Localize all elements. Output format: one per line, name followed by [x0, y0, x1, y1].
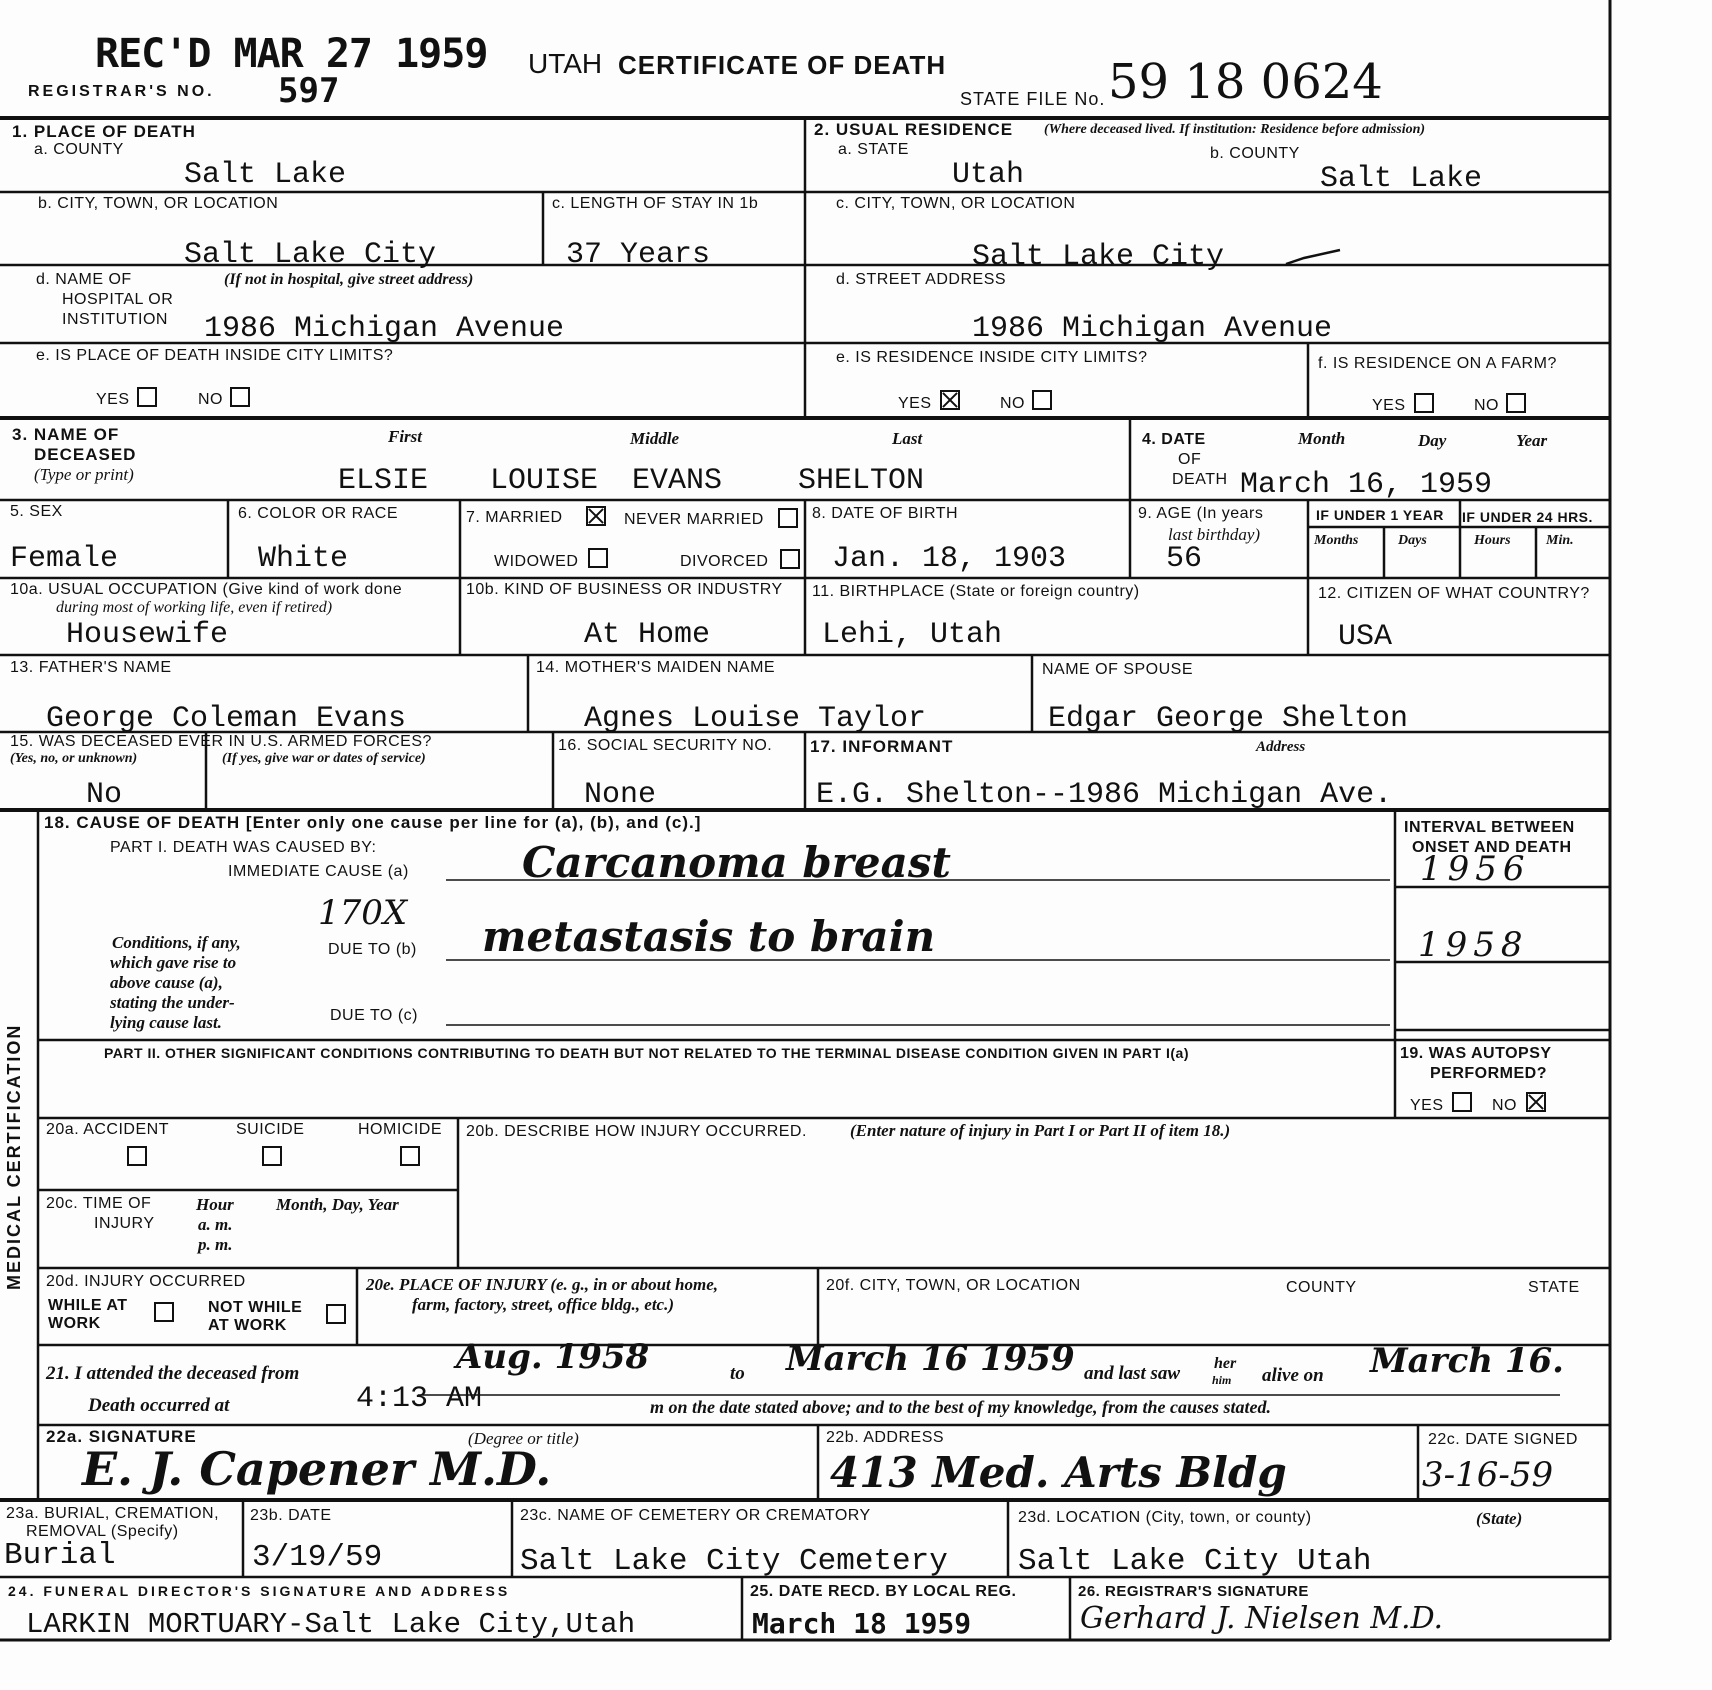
suicide-label: SUICIDE: [236, 1121, 305, 1138]
widowed-label: WIDOWED: [494, 553, 579, 570]
date-of-birth-value: Jan. 18, 1903: [832, 542, 1067, 576]
local-reg-date-label: 25. DATE RECD. BY LOCAL REG.: [750, 1583, 1017, 1600]
residence-inside-yes-label: YES: [898, 395, 932, 412]
age-label-2: last birthday): [1168, 525, 1261, 544]
date-signed-value: 3-16-59: [1422, 1455, 1554, 1495]
month-day-year-label: Month, Day, Year: [276, 1195, 399, 1214]
business-label: 10b. KIND OF BUSINESS OR INDUSTRY: [466, 581, 783, 598]
cemetery-label: 23c. NAME OF CEMETERY OR CREMATORY: [520, 1507, 871, 1524]
cause-of-death-label: 18. CAUSE OF DEATH [Enter only one cause per line for (a), (b), and (c).]: [44, 813, 702, 832]
alive-on-label: alive on: [1262, 1365, 1324, 1386]
residence-state-label: a. STATE: [838, 141, 909, 158]
conditions-line-5: lying cause last.: [110, 1013, 222, 1032]
autopsy-no-checkbox[interactable]: [1526, 1092, 1546, 1112]
divorced-checkbox[interactable]: [780, 549, 800, 569]
time-of-injury-label-1: 20c. TIME OF: [46, 1195, 152, 1212]
divorced-label: DIVORCED: [680, 553, 769, 570]
last-saw-label: and last saw: [1084, 1363, 1181, 1384]
injury-state-label: STATE: [1528, 1279, 1580, 1296]
death-inside-no-checkbox[interactable]: [230, 387, 250, 407]
farm-no-label: NO: [1474, 397, 1499, 414]
citizen-label: 12. CITIZEN OF WHAT COUNTRY?: [1318, 585, 1590, 602]
time-of-death-value: 4:13 AM: [356, 1382, 483, 1416]
immediate-cause-label: IMMEDIATE CAUSE (a): [228, 863, 409, 880]
autopsy-no-label: NO: [1492, 1097, 1517, 1114]
date-of-death-label-3: DEATH: [1172, 471, 1228, 488]
under-1-year-label: IF UNDER 1 YEAR: [1316, 507, 1444, 523]
burial-date-label: 23b. DATE: [250, 1507, 332, 1524]
spouse-label: NAME OF SPOUSE: [1042, 661, 1194, 678]
day-label: Day: [1418, 431, 1447, 450]
funeral-director-label: 24. FUNERAL DIRECTOR'S SIGNATURE AND ADDRESS: [8, 1583, 511, 1599]
homicide-label: HOMICIDE: [358, 1121, 442, 1138]
year-label: Year: [1516, 431, 1548, 450]
him-label: him: [1212, 1373, 1232, 1387]
time-of-injury-label-2: INJURY: [94, 1215, 155, 1232]
armed-forces-label-2: (Yes, no, or unknown): [10, 751, 138, 766]
min-label: Min.: [1546, 533, 1574, 548]
interval-a-value: 1956: [1420, 849, 1531, 889]
father-name-label: 13. FATHER'S NAME: [10, 659, 172, 676]
death-inside-yes-checkbox[interactable]: [137, 387, 157, 407]
residence-inside-label: e. IS RESIDENCE INSIDE CITY LIMITS?: [836, 349, 1148, 366]
cemetery-location-label: 23d. LOCATION (City, town, or county): [1018, 1509, 1312, 1526]
injury-occurred-label: 20d. INJURY OCCURRED: [46, 1273, 246, 1290]
part-1-label: PART I. DEATH WAS CAUSED BY:: [110, 839, 377, 856]
disease-code: 170X: [318, 893, 408, 933]
sex-value: Female: [10, 542, 119, 576]
place-of-injury-label-1: 20e. PLACE OF INJURY (e. g., in or about home,: [366, 1275, 718, 1294]
burial-date-value: 3/19/59: [252, 1540, 383, 1575]
death-city-label: b. CITY, TOWN, OR LOCATION: [38, 195, 279, 212]
last-name-label: Last: [892, 429, 923, 448]
armed-forces-label-1: 15. WAS DECEASED EVER IN U.S. ARMED FORCES?: [10, 733, 432, 750]
mother-name-value: Agnes Louise Taylor: [584, 702, 927, 736]
age-label-1: 9. AGE (In years: [1138, 505, 1264, 522]
injury-how-note: (Enter nature of injury in Part I or Part II of item 18.): [850, 1121, 1231, 1140]
social-security-label: 16. SOCIAL SECURITY NO.: [558, 737, 773, 754]
inside-city-limits-label: e. IS PLACE OF DEATH INSIDE CITY LIMITS?: [36, 347, 394, 364]
conditions-line-1: Conditions, if any,: [112, 933, 241, 952]
attended-label: 21. I attended the deceased from: [46, 1363, 300, 1384]
checkmark-icon: [1284, 248, 1344, 268]
physician-address-value: 413 Med. Arts Bldg: [830, 1448, 1287, 1497]
state-file-label: STATE FILE No.: [960, 89, 1106, 109]
hospital-label-1: d. NAME OF: [36, 271, 132, 288]
conditions-line-3: above cause (a),: [110, 973, 223, 992]
registrar-no-label: REGISTRAR'S NO.: [28, 83, 215, 100]
due-to-b-label: DUE TO (b): [328, 941, 417, 958]
death-inside-yes-label: YES: [96, 391, 130, 408]
interval-b-value: 1958: [1418, 925, 1529, 965]
widowed-checkbox[interactable]: [588, 548, 608, 568]
hospital-label-2: HOSPITAL OR: [62, 291, 174, 308]
registrar-no: 597: [278, 71, 340, 111]
local-reg-date-value: March 18 1959: [752, 1607, 972, 1640]
name-label-3: (Type or print): [34, 465, 134, 484]
hospital-note: (If not in hospital, give street address): [224, 271, 474, 288]
first-name-label: First: [388, 427, 423, 446]
street-address-value: 1986 Michigan Avenue: [972, 312, 1333, 346]
date-of-birth-label: 8. DATE OF BIRTH: [812, 505, 959, 522]
injury-how-label: 20b. DESCRIBE HOW INJURY OCCURRED.: [466, 1123, 807, 1140]
burial-label-2: REMOVAL (Specify): [26, 1523, 179, 1540]
autopsy-label-2: PERFORMED?: [1430, 1065, 1547, 1082]
cemetery-location-value: Salt Lake City Utah: [1018, 1544, 1372, 1579]
death-occurred-label: Death occurred at: [88, 1395, 230, 1416]
birthplace-label: 11. BIRTHPLACE (State or foreign country): [812, 583, 1140, 600]
social-security-value: None: [584, 778, 657, 812]
attended-from-value: Aug. 1958: [456, 1337, 650, 1377]
interval-label-2: ONSET AND DEATH: [1412, 839, 1572, 856]
death-inside-no-label: NO: [198, 391, 223, 408]
burial-label-1: 23a. BURIAL, CREMATION,: [6, 1505, 220, 1522]
degree-label: (Degree or title): [468, 1429, 579, 1448]
cemetery-value: Salt Lake City Cemetery: [520, 1544, 948, 1579]
residence-state-value: Utah: [952, 158, 1025, 192]
death-city-value: Salt Lake City: [184, 238, 437, 272]
business-value: At Home: [584, 618, 711, 652]
residence-inside-no-label: NO: [1000, 395, 1025, 412]
farm-label: f. IS RESIDENCE ON A FARM?: [1318, 355, 1557, 372]
state-file-number: 59 18 0624: [1108, 54, 1383, 110]
funeral-director-value: LARKIN MORTUARY-Salt Lake City,Utah: [26, 1608, 636, 1641]
conditions-line-2: which gave rise to: [110, 953, 237, 972]
suicide-checkbox[interactable]: [262, 1146, 282, 1166]
name-label-1: 3. NAME OF: [12, 425, 120, 444]
registrar-signature: Gerhard J. Nielsen M.D.: [1080, 1601, 1444, 1636]
injury-county-label: COUNTY: [1286, 1279, 1357, 1296]
farm-yes-label: YES: [1372, 397, 1406, 414]
conditions-line-4: stating the under-: [110, 993, 235, 1012]
autopsy-yes-checkbox[interactable]: [1452, 1092, 1472, 1112]
not-at-work-label-1: NOT WHILE: [208, 1299, 303, 1316]
due-to-b-value: metastasis to brain: [482, 912, 936, 961]
registrar-signature-label: 26. REGISTRAR'S SIGNATURE: [1078, 1583, 1309, 1600]
physician-signature: E. J. Capener M.D.: [82, 1442, 552, 1496]
last-saw-value: March 16.: [1370, 1341, 1564, 1381]
place-of-death-label: 1. PLACE OF DEATH: [12, 122, 196, 141]
under-24-hrs-label: IF UNDER 24 HRS.: [1462, 509, 1593, 525]
due-to-c-label: DUE TO (c): [330, 1007, 418, 1024]
spouse-value: Edgar George Shelton: [1048, 702, 1409, 736]
residence-note: (Where deceased lived. If institution: Residence before admission): [1044, 122, 1426, 137]
immediate-cause-value: Carcanoma breast: [522, 838, 951, 887]
medical-certification-label: MEDICAL CERTIFICATION: [4, 1023, 24, 1290]
interval-label-1: INTERVAL BETWEEN: [1404, 819, 1575, 836]
months-label: Months: [1314, 533, 1359, 548]
father-name-value: George Coleman Evans: [46, 702, 407, 736]
death-occurred-tail: m on the date stated above; and to the best of my knowledge, from the causes stated.: [650, 1397, 1271, 1417]
accident-label: 20a. ACCIDENT: [46, 1121, 169, 1138]
autopsy-yes-label: YES: [1410, 1097, 1444, 1114]
married-checkbox[interactable]: [586, 506, 606, 526]
middle-name-value: LOUISE EVANS: [490, 464, 723, 498]
accident-checkbox[interactable]: [127, 1146, 147, 1166]
month-label: Month: [1298, 429, 1346, 448]
citizen-value: USA: [1338, 620, 1393, 654]
homicide-checkbox[interactable]: [400, 1146, 420, 1166]
part-2-label: PART II. OTHER SIGNIFICANT CONDITIONS CONTRIBUTING TO DEATH BUT NOT RELATED TO THE TERMINAL DISEASE CONDITION GIVEN IN PART I(a): [104, 1045, 1189, 1061]
residence-city-label: c. CITY, TOWN, OR LOCATION: [836, 195, 1076, 212]
signature-label: 22a. SIGNATURE: [46, 1427, 197, 1446]
date-of-death-label-2: OF: [1178, 451, 1202, 468]
attended-to-value: March 16 1959: [786, 1339, 1075, 1379]
occupation-value: Housewife: [66, 618, 229, 652]
informant-label: 17. INFORMANT: [810, 737, 954, 756]
armed-forces-value: No: [86, 778, 123, 812]
informant-address-label: Address: [1256, 739, 1306, 755]
age-value: 56: [1166, 542, 1203, 576]
days-label: Days: [1398, 533, 1427, 548]
title-state: UTAH: [528, 48, 603, 79]
date-of-death-label-1: 4. DATE: [1142, 431, 1206, 448]
to-label: to: [730, 1363, 745, 1384]
farm-no-checkbox[interactable]: [1506, 393, 1526, 413]
hospital-label-3: INSTITUTION: [62, 311, 168, 328]
never-married-checkbox[interactable]: [778, 508, 798, 528]
sex-label: 5. SEX: [10, 503, 63, 520]
residence-county-label: b. COUNTY: [1210, 145, 1300, 162]
usual-residence-label: 2. USUAL RESIDENCE: [814, 120, 1014, 139]
first-name-value: ELSIE: [338, 464, 429, 498]
while-at-work-label-1: WHILE AT: [48, 1297, 128, 1314]
not-at-work-checkbox[interactable]: [326, 1304, 346, 1324]
place-of-injury-label-2: farm, factory, street, office bldg., etc.): [412, 1295, 675, 1314]
certificate-title: CERTIFICATE OF DEATH: [618, 50, 947, 80]
received-stamp: REC'D MAR 27 1959: [95, 31, 488, 77]
autopsy-label-1: 19. WAS AUTOPSY: [1400, 1045, 1552, 1062]
middle-name-label: Middle: [630, 429, 680, 448]
farm-yes-checkbox[interactable]: [1414, 393, 1434, 413]
residence-county-value: Salt Lake: [1320, 162, 1483, 196]
not-at-work-label-2: AT WORK: [208, 1317, 287, 1334]
residence-city-value: Salt Lake City: [972, 240, 1225, 274]
residence-inside-yes-checkbox[interactable]: [940, 390, 960, 410]
hour-label: Hour: [196, 1195, 234, 1214]
occupation-label-1: 10a. USUAL OCCUPATION (Give kind of work done: [10, 581, 403, 598]
name-label-2: DECEASED: [34, 445, 137, 464]
hours-label: Hours: [1474, 533, 1511, 548]
while-at-work-checkbox[interactable]: [154, 1302, 174, 1322]
race-label: 6. COLOR OR RACE: [238, 505, 399, 522]
hospital-value: 1986 Michigan Avenue: [204, 312, 565, 346]
street-address-label: d. STREET ADDRESS: [836, 271, 1007, 288]
cemetery-state-label: (State): [1476, 1509, 1523, 1528]
never-married-label: NEVER MARRIED: [624, 511, 764, 528]
birthplace-value: Lehi, Utah: [822, 618, 1003, 652]
date-signed-label: 22c. DATE SIGNED: [1428, 1431, 1578, 1448]
residence-inside-no-checkbox[interactable]: [1032, 390, 1052, 410]
injury-city-label: 20f. CITY, TOWN, OR LOCATION: [826, 1277, 1081, 1294]
death-county-label: a. COUNTY: [34, 141, 124, 158]
pm-label: p. m.: [198, 1235, 233, 1254]
death-county-value: Salt Lake: [184, 158, 347, 192]
physician-address-label: 22b. ADDRESS: [826, 1429, 945, 1446]
her-label: her: [1214, 1355, 1237, 1372]
length-of-stay-value: 37 Years: [566, 238, 711, 272]
informant-value: E.G. Shelton--1986 Michigan Ave.: [816, 778, 1393, 812]
am-label: a. m.: [198, 1215, 233, 1234]
mother-name-label: 14. MOTHER'S MAIDEN NAME: [536, 659, 776, 676]
last-name-value: SHELTON: [798, 464, 925, 498]
married-label: 7. MARRIED: [466, 509, 563, 526]
burial-value: Burial: [4, 1538, 116, 1573]
length-of-stay-label: c. LENGTH OF STAY IN 1b: [552, 195, 759, 212]
armed-forces-label-3: (If yes, give war or dates of service): [222, 751, 426, 766]
while-at-work-label-2: WORK: [48, 1315, 101, 1332]
race-value: White: [258, 542, 349, 576]
occupation-label-2: during most of working life, even if retired): [56, 599, 333, 616]
date-of-death-value: March 16, 1959: [1240, 468, 1493, 502]
